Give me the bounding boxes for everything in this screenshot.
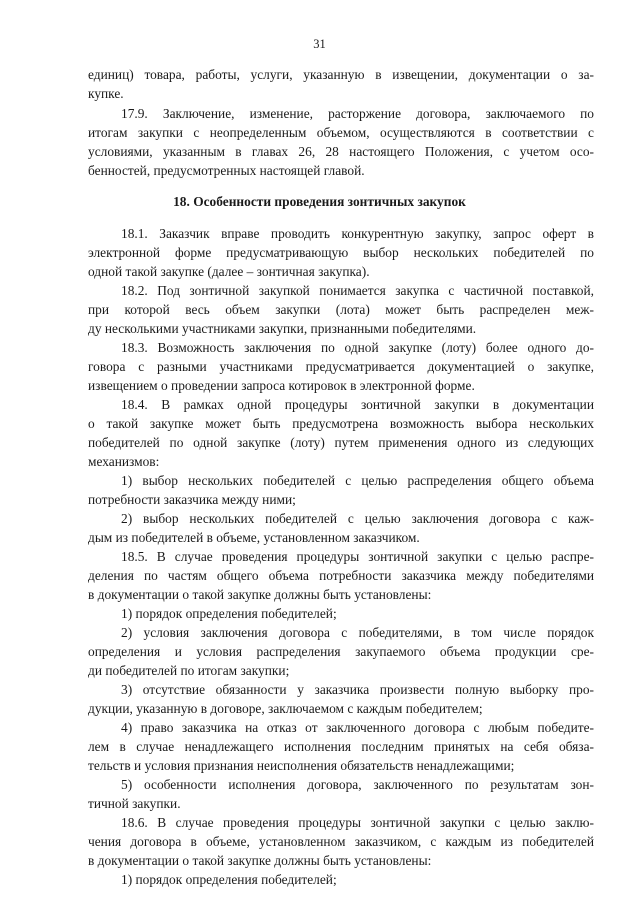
paragraph-line: 18.6. В случае проведения процедуры зонтичной закупки с целью заклю- [121,815,594,830]
paragraph-line: условиями, указанным в главах 26, 28 настоящего Положения, с учетом осо- [88,144,594,159]
paragraph-line: 18.4. В рамках одной процедуры зонтичной закупки в документации [121,397,594,412]
paragraph-line: извещением о проведении запроса котировок в электронной форме. [88,378,475,393]
paragraph-line: дукции, указанную в договоре, заключаемом с каждым победителем; [88,701,483,716]
paragraph-line: победителей по одной закупке (лоту) путем применения одного из следующих [88,435,594,450]
paragraph-line: лем в случае ненадлежащего исполнения последним принятых на себя обяза- [88,739,594,754]
paragraph-line: 1) порядок определения победителей; [121,606,337,621]
paragraph-line: в документации о такой закупке должны быть установлены: [88,587,432,602]
paragraph-line: 18.2. Под зонтичной закупкой понимается закупка с частичной поставкой, [121,283,594,298]
paragraph-line: одной такой закупке (далее – зонтичная закупка). [88,264,370,279]
paragraph-line: итогам закупки с неопределенным объемом, осуществляются в соответствии с [88,125,594,140]
paragraph-line: тичной закупки. [88,796,181,811]
paragraph-line: 2) условия заключения договора с победителями, в том числе порядок [121,625,594,640]
paragraph-line: 4) право заказчика на отказ от заключенного договора с любым победите- [121,720,594,735]
paragraph-line: 18.5. В случае проведения процедуры зонтичной закупки с целью распре- [121,549,594,564]
paragraph-line: ду несколькими участниками закупки, признанными победителями. [88,321,477,336]
paragraph-line: при которой весь объем закупки (лота) может быть распределен меж- [88,302,594,317]
paragraph-line: единиц) товара, работы, услуги, указанную в извещении, документации о за- [88,67,594,82]
paragraph-line: говора с разными участниками предусматривается документацией о закупке, [88,359,594,374]
paragraph-line: 3) отсутствие обязанности у заказчика произвести полную выборку про- [121,682,594,697]
paragraph-line: о такой закупке может быть предусмотрена возможность выбора нескольких [88,416,594,431]
paragraph-line: 1) выбор нескольких победителей с целью распределения общего объема [121,473,594,488]
paragraph-line: ди победителей по итогам закупки; [88,663,290,678]
page-number: 31 [313,37,326,51]
section-heading: 18. Особенности проведения зонтичных закупок [173,194,466,209]
paragraph-line: купке. [88,86,124,101]
paragraph-line: бенностей, предусмотренных настоящей главой. [88,163,365,178]
paragraph-line: 17.9. Заключение, изменение, расторжение договора, заключаемого по [121,106,594,121]
paragraph-line: деления по частям общего объема потребности заказчика между победителями [88,568,594,583]
paragraph-line: 2) выбор нескольких победителей с целью заключения договора с каж- [121,511,594,526]
paragraph-line: механизмов: [88,454,160,469]
paragraph-line: дым из победителей в объеме, установленном заказчиком. [88,530,420,545]
paragraph-line: 18.3. Возможность заключения по одной закупке (лоту) более одного до- [121,340,594,355]
paragraph-line: 5) особенности исполнения договора, заключенного по результатам зон- [121,777,594,792]
paragraph-line: в документации о такой закупке должны быть установлены: [88,853,432,868]
paragraph-line: определения и условия распределения закупаемого объема продукции сре- [88,644,594,659]
paragraph-line: электронной форме предусматривающую выбор нескольких победителей по [88,245,594,260]
paragraph-line: чения договора в объеме, установленном заказчиком, с каждым из победителей [88,834,594,849]
paragraph-line: тельств и условия признания неисполнения обязательств ненадлежащими; [88,758,515,773]
paragraph-line: 18.1. Заказчик вправе проводить конкурентную закупку, запрос оферт в [121,226,594,241]
paragraph-line: потребности заказчика между ними; [88,492,296,507]
paragraph-line: 1) порядок определения победителей; [121,872,337,887]
